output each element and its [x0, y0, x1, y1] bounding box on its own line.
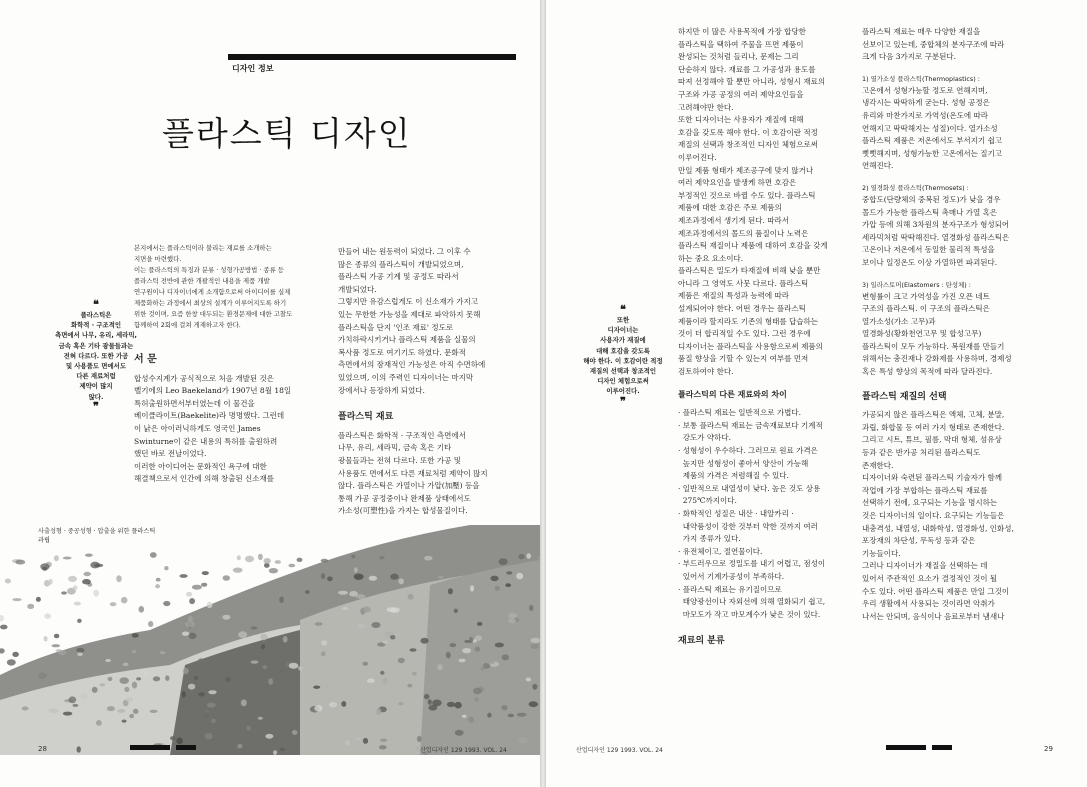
intro-paragraph	[134, 243, 330, 331]
page-number-right: 29	[1044, 745, 1053, 753]
text-line: 플라스틱을 단지 '인조 재료' 정도로	[338, 322, 454, 332]
footer-left: 산업디자인 129 1993. VOL. 24	[420, 747, 507, 754]
text-line: 등과 같은 반가공 처리된 플라스틱도	[862, 448, 981, 458]
text-line: 수도 있다. 어떤 플라스틱 제품은 만일 그것이	[862, 586, 1010, 596]
intro-line: 이는 플라스틱의 특징과 분류 · 성형가공방법 · 종류 등	[134, 266, 284, 274]
column-classification	[862, 26, 1062, 623]
text-line: 제품이라 할지라도 기존의 형태를 답습하는	[678, 316, 818, 326]
column-history	[338, 246, 518, 518]
text-line: 열가소성(가소 고무)과	[862, 316, 936, 326]
column-design-process	[678, 26, 850, 654]
difference-item: 제품의 가격은 저렴해질 수 있다.	[678, 471, 789, 481]
difference-item: · 부드러우므로 정밀도를 내기 어렵고, 점성이	[678, 559, 826, 569]
text-line: 검토하여야 한다.	[678, 367, 734, 377]
difference-item: · 보통 플라스틱 재료는 금속재료보다 기계적	[678, 420, 823, 430]
article-title: 플라스틱 디자인	[162, 114, 412, 153]
intro-line: 플라스틱 전반에 관한 개괄적인 내용을 제품 개발	[134, 277, 270, 285]
text-line: 합성수지계가 공식적으로 처음 개발된 것은	[134, 373, 274, 383]
quote-line: 디자이너는	[607, 326, 639, 335]
text-line: 사용품도 면에서도 다른 재료처럼 제약이 많지	[338, 468, 488, 478]
text-line: 베이클라이트(Baekelite)라 명명했다. 그런데	[134, 411, 285, 421]
difference-item: 내약품성이 강한 것부터 약한 것까지 여러	[678, 521, 818, 531]
heading-material: 플라스틱 재료	[338, 412, 394, 423]
quote-line: 이루어진다.	[606, 387, 640, 396]
text-line: 장에서나 등장하게 되었다.	[338, 385, 425, 395]
thermosets-title: 2) 열경화성 플라스틱(Thermosets) :	[862, 183, 969, 192]
elastomers-body	[862, 291, 1062, 379]
quote-line: 않다.	[88, 392, 104, 401]
text-line: 변형률이 크고 가역성을 가진 오픈 네트	[862, 291, 990, 301]
text-line: 만일 제품 형태가 제조공구에 맞지 않거나	[678, 165, 814, 175]
text-line: 아니라 그 영역도 사뭇 다르다. 플라스틱	[678, 278, 809, 288]
registration-bars-right	[546, 743, 1087, 753]
text-line: 호감을 갖도록 해야 한다. 이 호감이란 적정	[678, 127, 818, 137]
difference-list	[678, 407, 850, 621]
text-line: 위해서는 충진재나 강화제를 사용하며, 경제성	[862, 354, 1012, 364]
text-line: 디자이너와 숙련된 플라스틱 기술자가 함께	[862, 473, 1002, 483]
text-line: 부정적인 것으로 바뀔 수도 있다. 플라스틱	[678, 190, 816, 200]
intro-line: 연구원이나 디자이너에게 소개함으로써 아이디어를 실제	[134, 288, 291, 296]
text-line: 연해진다.	[862, 161, 894, 171]
quote-line: 또한	[616, 316, 630, 324]
text-line: 광물들과는 전혀 다르다. 또한 가공 및	[338, 455, 461, 465]
difference-item: 높지만 성형성이 좋아서 양산이 가능해	[678, 458, 809, 468]
text-line: 만들어 내는 원동력이 되었다. 그 이후 수	[338, 247, 471, 256]
text-line: 가치하락시키거나 플라스틱 제품을 실물의	[338, 335, 476, 345]
text-line: 선보이고 있는데, 중합체의 분자구조에 따라	[862, 39, 1005, 49]
text-line: 해결책으로서 인간에 의해 창출된 신소재를	[134, 474, 274, 484]
column-material-body	[338, 430, 518, 518]
quote-line: 플라스틱은	[80, 311, 112, 319]
text-line: 보이나 일정온도 이상 가열하면 파괴된다.	[862, 257, 998, 267]
text-line: 유리와 마찬가지로 가역성(온도에 따라	[862, 110, 988, 120]
text-line: 플라스틱 가공 기계 및 공정도 따라서	[338, 272, 459, 282]
text-line: 기능들이다.	[862, 548, 901, 558]
difference-item: 275℃까지이다.	[678, 496, 737, 506]
plastic-pellets-photo	[0, 525, 540, 755]
column-design-body	[678, 26, 850, 379]
text-line: 연해지고 딱딱해지는 성질)이다. 열가소성	[862, 123, 998, 133]
difference-item: · 플라스틱 재료는 일반적으로 가볍다.	[678, 408, 801, 418]
footer-right: 산업디자인 129 1993. VOL. 24	[576, 747, 663, 754]
text-line: 플라스틱은 밀도가 타재질에 비해 낮을 뿐만	[678, 266, 821, 276]
text-line: 있어서 주관적인 요소가 결정적인 것이 될	[862, 573, 998, 583]
text-line: 구조와 가공 공정의 여러 제약요인들을	[678, 89, 804, 99]
text-line: 가압 등에 의해 3차원의 분자구조가 형성되어	[862, 220, 1010, 230]
intro-line: 제품화하는 과정에서 최상의 설계가 이루어지도록 하기	[134, 299, 287, 307]
text-line: 하는 중요 요소이다.	[678, 253, 744, 263]
text-line: 세라믹처럼 딱딱해진다. 열경화성 플라스틱은	[862, 232, 1010, 242]
difference-item: · 성형성이 우수하다. 그러므로 원료 가격은	[678, 446, 818, 455]
right-page	[546, 0, 1087, 787]
text-line: 나서는 안되며, 음식이나 음료로부터 냄새나	[862, 611, 1005, 621]
text-line: 열경화성(황화천연고무 및 합성고무)	[862, 329, 982, 339]
column-history-body	[338, 246, 518, 397]
text-line: 그렇지만 유감스럽게도 이 신소재가 가지고	[338, 297, 478, 307]
text-line: 것은 디자이너의 일이다. 요구되는 기능들은	[862, 511, 1005, 520]
open-quote-icon: ❝	[620, 303, 626, 316]
text-line: 그리고 시트, 튜브, 필름, 막대 형체, 섬유상	[862, 435, 1002, 445]
text-line: 이러한 아이디어는 문화적인 욕구에 대한	[134, 461, 267, 471]
intro-line: 지면을 마련했다.	[134, 255, 182, 263]
text-line: 혹은 특성 향상의 목적에 따라 달라진다.	[862, 367, 993, 377]
photo-caption: 사출성형 · 중공성형 · 압출을 위한 플라스틱 과립	[38, 528, 156, 544]
text-line: 제품은 재질의 특성과 능력에 따라	[678, 291, 789, 301]
text-line: 통해 가공 공정중이나 완제품 상태에서도	[338, 493, 471, 503]
heading-selection: 플라스틱 재질의 선택	[862, 391, 947, 402]
quote-line: 재질의 선택과 창조적인	[589, 367, 657, 376]
text-line: 냉각시는 딱딱하게 굳는다. 성형 공정은	[862, 98, 990, 108]
difference-item: · 화학적인 성질은 내산 · 내알카리 ·	[678, 508, 794, 518]
text-line: 플라스틱은 화학적 · 구조적인 측면에서	[338, 430, 466, 440]
difference-item: 가지 종류가 있다.	[678, 534, 741, 544]
thermoplastics-body	[862, 85, 1062, 173]
quote-line: 금속 혹은 기타 광물들과는	[58, 341, 134, 350]
text-line: Swinturne이 같은 내용의 특허를 출원하려	[134, 436, 278, 446]
text-line: 있었으며, 이의 주력인 디자이너는 마지막	[338, 372, 474, 382]
heading-intro: 서 문	[134, 354, 157, 365]
heading-classification: 재료의 분류	[678, 636, 725, 647]
text-line: 가소성(可塑性)을 가지는 합성물질이다.	[338, 506, 468, 516]
thermoplastics-title: 1) 열가소성 플라스틱(Thermoplastics) :	[862, 74, 980, 83]
elastomers-title: 3) 일라스토머(Elastomers : 탄성체) :	[862, 280, 971, 289]
text-line: 그러나 디자이너가 재질을 선택하는 데	[862, 561, 988, 571]
difference-item: 태양광선이나 자외선에 의해 열화되기 쉽고,	[678, 597, 826, 607]
text-line: 측면에서의 잠재적인 가능성은 아직 수면하에	[338, 360, 486, 370]
difference-item: · 유전체이고, 절연물이다.	[678, 546, 763, 556]
quote-line: 디자인 체험으로써	[597, 377, 649, 386]
text-line: 제품에 대한 호감은 주로 제품의	[678, 203, 782, 213]
pull-quote-right-text	[568, 315, 678, 397]
difference-item: 강도가 약하다.	[678, 433, 732, 443]
text-line: 뻣뻣해지며, 성형가능한 고온에서는 질기고	[862, 148, 1002, 158]
text-line: 플라스틱을 택하여 주물을 뜨면 제품이	[678, 39, 804, 49]
quote-line: 제약이 많지	[79, 382, 113, 391]
text-line: 또한 디자이너는 사용자가 재질에 대해	[678, 115, 804, 125]
text-line: 고려해야만 한다.	[678, 102, 734, 112]
close-quote-icon: ❞	[620, 394, 626, 408]
text-line: 품질 향상을 기할 수 있는지 여부를 먼저	[678, 354, 809, 364]
text-line: 내충격성, 내열성, 내화학성, 열경화성, 인화성,	[862, 523, 1014, 533]
text-line: 몰드가 가능한 플라스틱 촉매나 가열 혹은	[862, 207, 998, 217]
text-line: 설계되어야 한다. 어떤 경우는 플라스틱	[678, 304, 806, 314]
text-line: 있는 무한한 가능성을 제대로 파악하지 못해	[338, 309, 481, 319]
close-quote-icon: ❞	[93, 399, 99, 413]
text-line: 않다. 플라스틱은 가열이나 가압(加壓) 등을	[338, 481, 480, 491]
text-line: 플라스틱이 모두 가능하다. 복원재를 만들기	[862, 341, 1005, 351]
text-line: 작업에 가장 부합하는 플라스틱 재료를	[862, 485, 988, 495]
text-line: 여러 제약요인을 발생케 하면 호감은	[678, 178, 797, 188]
text-line: 중합도(단량체의 중복된 정도)가 낮을 경우	[862, 194, 1001, 204]
selection-body	[862, 409, 1062, 623]
text-line: 이 낡은 아이러닉하게도 영국인 James	[134, 423, 261, 433]
text-line: 벨기에의 Leo Baekeland가 1907년 8월 18일	[134, 386, 292, 396]
column-intro-body	[134, 373, 330, 486]
text-line: 복사품 정도로 여기기도 하였다. 문화적	[338, 347, 466, 357]
section-label: 디자인 정보	[232, 64, 274, 73]
thermosets-body	[862, 194, 1062, 270]
text-line: 존재한다.	[862, 460, 894, 470]
text-line: 구조의 플라스틱. 이 구조의 플라스틱은	[862, 304, 990, 314]
text-line: 따져 선정해야 할 뿐만 아니라, 성형시 재료의	[678, 77, 826, 87]
text-line: 고온이나 저온에서 동일한 물리적 특성을	[862, 245, 995, 255]
open-quote-icon: ❝	[93, 298, 99, 311]
difference-item: · 일반적으로 내열성이 낮다. 높은 것도 상용	[678, 483, 821, 493]
pull-quote-right	[568, 305, 678, 407]
quote-line: 화학적 · 구조적인	[70, 321, 122, 330]
difference-item: · 플라스틱 재료는 유기질이므로	[678, 584, 782, 594]
section-bar	[228, 54, 516, 60]
registration-bars-left	[0, 743, 540, 753]
quote-line: 사용자가 재질에	[600, 336, 646, 345]
text-line: 특허출원하면서부터였는데 이 물건을	[134, 398, 255, 408]
text-line: 플라스틱 재료는 매우 다양한 재질을	[862, 27, 981, 36]
text-line: 포장재의 차단성, 무독성 등과 같은	[862, 536, 976, 546]
left-page	[0, 0, 540, 787]
text-line: 나무, 유리, 세라믹, 금속 혹은 기타	[338, 443, 452, 453]
text-line: 단순하지 않다. 재료를 그 가공성과 용도를	[678, 64, 816, 74]
quote-line: 해야 한다. 이 호감이란 적정	[583, 356, 663, 365]
heading-difference: 플라스틱의 다른 재료와의 차이	[678, 389, 787, 399]
quote-line: 측면에서 나무, 유리, 세라믹,	[55, 331, 137, 340]
text-line: 과립, 화합물 등 여러 가지 형태로 존재한다.	[862, 422, 1005, 432]
text-line: 고온에서 성형가능할 정도로 연해지며,	[862, 85, 988, 95]
text-line: 재질의 선택과 창조적인 디자인 체험으로써	[678, 140, 818, 150]
quote-line: 및 사용품도 면에서도	[65, 362, 126, 371]
text-line: 많은 종류의 플라스틱이 개발되었으며,	[338, 259, 464, 269]
text-line: 우리 생활에서 사용되는 것이라면 악취가	[862, 599, 995, 609]
text-line: 개발되었다.	[338, 284, 377, 294]
intro-line: 함께하여 2회에 걸쳐 게재하고자 한다.	[134, 321, 241, 329]
text-line: 플라스틱 재질이나 제품에 대하여 호감을 갖게	[678, 241, 828, 251]
text-line: 하지만 이 많은 사용목적에 가장 합당한	[678, 27, 806, 36]
column-intro	[134, 352, 330, 486]
text-line: 제조과정에서의 몰드의 품질이나 노력은	[678, 228, 809, 238]
text-line: 이루어진다.	[678, 152, 717, 162]
text-line: 가공되지 않은 플라스틱은 액체, 고체, 분말,	[862, 410, 1005, 420]
text-line: 완성되는 것처럼 들리나, 문제는 그리	[678, 52, 799, 62]
quote-line: 전혀 다르다. 또한 가공	[63, 351, 129, 360]
quote-line: 대해 호감을 갖도록	[596, 346, 650, 355]
quote-line: 다른 재료처럼	[76, 372, 116, 381]
text-line: 플라스틱 제품은 저온에서도 부서지기 쉽고	[862, 136, 1002, 146]
text-line: 했던 바로 전날이었다.	[134, 449, 207, 459]
text-line: 디자이너는 플라스틱을 사용함으로써 제품의	[678, 341, 823, 351]
intro-line: 본지에서는 플라스틱이라 불리는 재료를 소개하는	[134, 244, 272, 252]
page-number-left: 28	[38, 745, 47, 753]
text-line: 것이 더 합리적일 수도 있다. 그런 경우에	[678, 329, 811, 339]
text-line: 크게 다음 3가지로 구분된다.	[862, 52, 957, 62]
intro-line: 위한 것이며, 요즘 한창 대두되는 환경문제에 대한 고찰도	[134, 310, 293, 318]
text-line: 선택하기 전에, 요구되는 기능을 명시하는	[862, 498, 998, 508]
text-line: 제조과정에서 생기게 된다. 따라서	[678, 215, 789, 225]
classification-intro	[862, 26, 1062, 64]
difference-item: 마모도가 작고 마모계수가 낮은 것이 있다.	[678, 609, 821, 619]
difference-item: 있어서 기계가공성이 부족하다.	[678, 571, 785, 581]
